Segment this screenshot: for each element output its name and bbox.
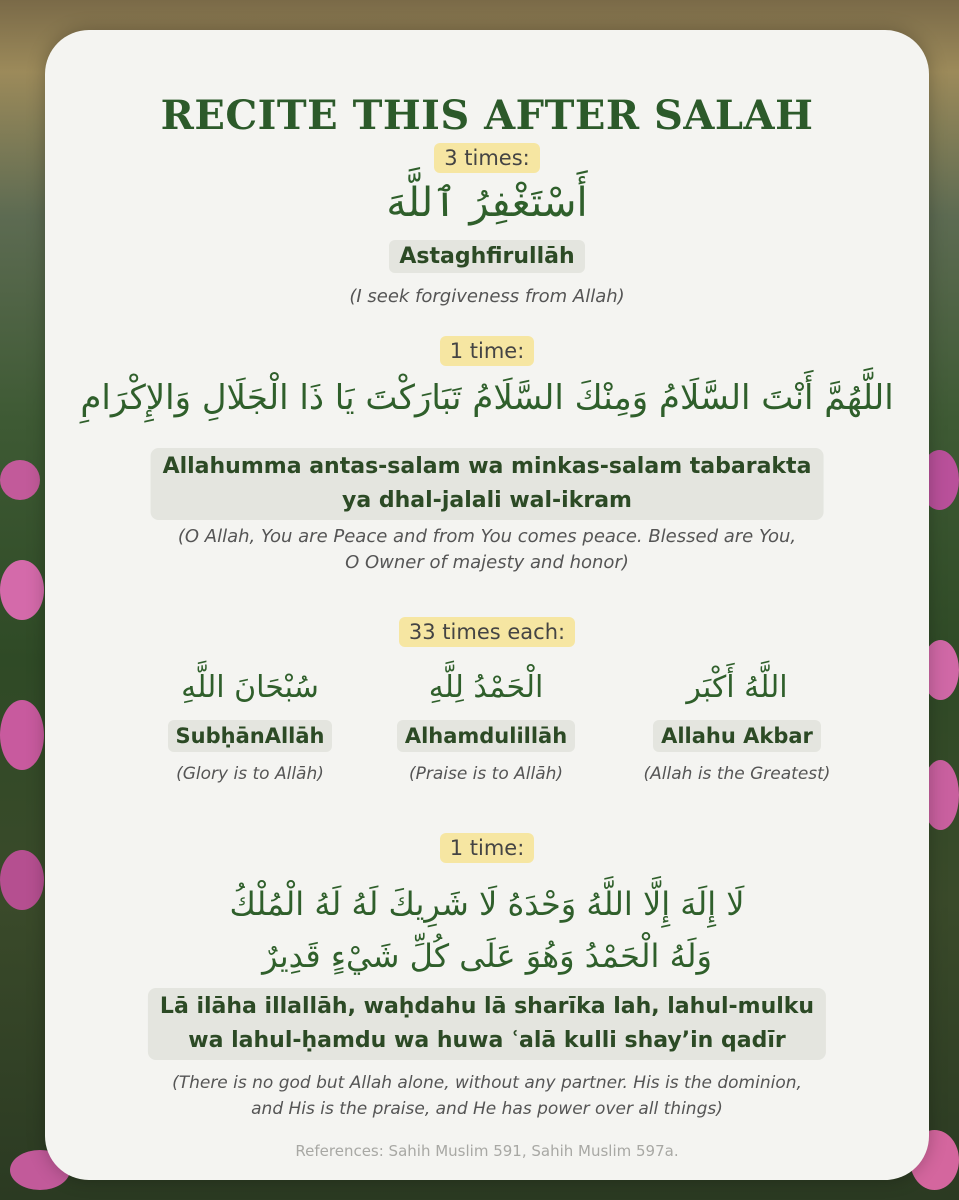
arabic-alhamdulillah: الْحَمْدُ لِلَّهِ bbox=[428, 670, 544, 705]
count-badge: 33 times each: bbox=[45, 617, 929, 647]
arabic-astaghfirullah: أَسْتَغْفِرُ ٱللَّهَ bbox=[386, 180, 588, 226]
dhikr-subhanallah bbox=[130, 670, 370, 784]
translit-alhamdulillah: Alhamdulillāh bbox=[397, 720, 575, 752]
arabic-la-ilaha-illallah: لَا إِلَهَ إِلَّا اللَّهُ وَحْدَهُ لَا شَرِيكَ لَهُ لَهُ الْمُلْكُ وَلَهُ الْحَمْدُ وَهُوَ عَلَى كُلِّ شَيْءٍ قَدِيرٌ bbox=[229, 885, 745, 975]
arabic-allahumma-antas-salam: اللَّهُمَّ أَنْتَ السَّلَامُ وَمِنْكَ السَّلَامُ تَبَارَكْتَ يَا ذَا الْجَلَالِ وَالإِكْرَامِ bbox=[80, 378, 894, 418]
meaning-alhamdulillah: (Praise is to Allāh) bbox=[408, 764, 564, 784]
meaning-la-ilaha-illallah: (There is no god but Allah alone, without any partner. His is the dominion, and His is the praise, and He has power over all things) bbox=[172, 1073, 802, 1119]
count-badge: 1 time: bbox=[45, 336, 929, 366]
background-flower bbox=[0, 850, 44, 910]
meaning-astaghfirullah: (I seek forgiveness from Allah) bbox=[349, 286, 625, 307]
translit-allahu-akbar: Allahu Akbar bbox=[653, 720, 821, 752]
count-badge: 1 time: bbox=[45, 833, 929, 863]
dhikr-card bbox=[45, 30, 929, 1180]
references: References: Sahih Muslim 591, Sahih Muslim 597a. bbox=[295, 1142, 679, 1160]
background-flower bbox=[0, 700, 44, 770]
dhikr-alhamdulillah bbox=[366, 670, 606, 784]
translit-la-ilaha-illallah: Lā ilāha illallāh, waḥdahu lā sharīka lah, lahul-mulku wa lahul-ḥamdu wa huwa ʿalā kulli shay’in qadīr bbox=[148, 988, 826, 1060]
meaning-allahumma-antas-salam: (O Allah, You are Peace and from You comes peace. Blessed are You, O Owner of majesty and honor) bbox=[177, 526, 797, 573]
page-title: RECITE THIS AFTER SALAH bbox=[160, 92, 814, 139]
translit-subhanallah: SubḥānAllāh bbox=[168, 720, 333, 752]
meaning-subhanallah: (Glory is to Allāh) bbox=[176, 764, 324, 784]
count-badge: 3 times: bbox=[45, 143, 929, 173]
translit-astaghfirullah: Astaghfirullāh bbox=[45, 240, 929, 273]
dhikr-allahu-akbar bbox=[617, 670, 857, 784]
background-flower bbox=[0, 560, 44, 620]
meaning-allahu-akbar: (Allah is the Greatest) bbox=[643, 764, 831, 784]
translit-allahumma-antas-salam: Allahumma antas-salam wa minkas-salam tabarakta ya dhal-jalali wal-ikram bbox=[151, 448, 824, 520]
arabic-allahu-akbar: اللَّهُ أَكْبَر bbox=[686, 670, 788, 705]
arabic-subhanallah: سُبْحَانَ اللَّهِ bbox=[181, 670, 319, 705]
background-flower bbox=[0, 460, 40, 500]
